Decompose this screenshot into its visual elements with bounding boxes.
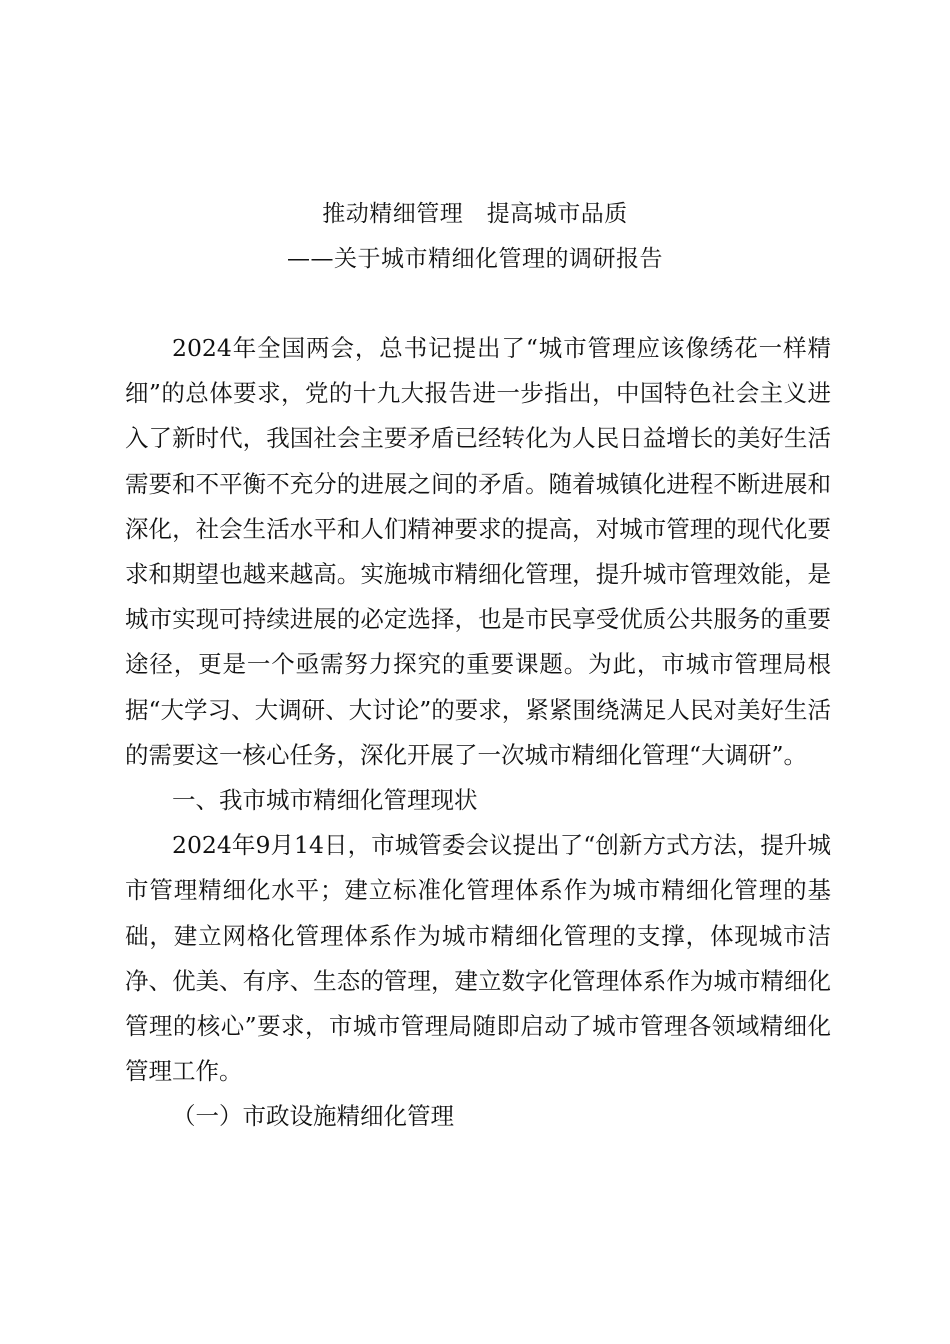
- paragraph-intro: 2024年全国两会，总书记提出了“城市管理应该像绣花一样精细”的总体要求，党的十九大报告进一步指出，中国特色社会主义进入了新时代，我国社会主要矛盾已经转化为人民日益增长的美好生活需要和不平衡不充分的进展之间的矛盾。随着城镇化进程不断进展和深化，社会生活水平和人们精神要求的提高，对城市管理的现代化要求和期望也越来越高。实施城市精细化管理，提升城市管理效能，是城市实现可持续进展的必定选择，也是市民享受优质公共服务的重要途径，更是一个亟需努力探究的重要课题。为此，市城市管理局根据“大学习、大调研、大讨论”的要求，紧紧围绕满足人民对美好生活的需要这一核心任务，深化开展了一次城市精细化管理“大调研”。: [125, 334, 831, 769]
- document-title: 推动精细管理 提高城市品质: [322, 201, 628, 227]
- section-heading-1: 一、我市城市精细化管理现状: [172, 786, 478, 815]
- subsection-heading-1: （一）市政设施精细化管理: [172, 1102, 454, 1131]
- paragraph-section-1: 2024年9月14日，市城管委会议提出了“创新方式方法，提升城市管理精细化水平；建立标准化管理体系作为城市精细化管理的基础，建立网格化管理体系作为城市精细化管理的支撑，体现城市洁净、优美、有序、生态的管理，建立数字化管理体系作为城市精细化管理的核心”要求，市城市管理局随即启动了城市管理各领域精细化管理工作。: [125, 831, 831, 1086]
- document-subtitle: ——关于城市精细化管理的调研报告: [287, 246, 663, 272]
- document-body: [125, 326, 831, 1140]
